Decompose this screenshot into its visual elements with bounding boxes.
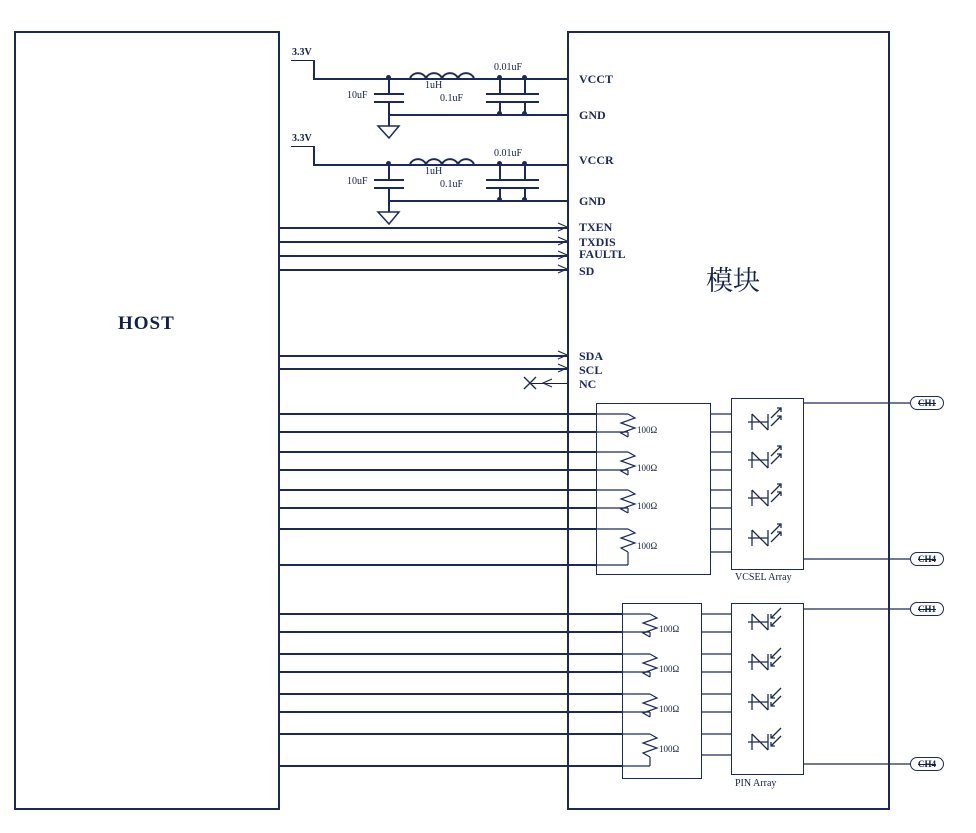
rail1-hfcap-node (522, 75, 527, 80)
signal-wire-txdis (280, 241, 567, 243)
channel-rx-ch4-label: CH4 (918, 759, 936, 769)
rail1-voltage-underline (291, 60, 315, 61)
rail1-midcap-label: 0.1uF (440, 93, 464, 104)
pin-faultl-label: FAULTL (579, 247, 626, 261)
rail2-voltage-underline (291, 146, 315, 147)
pin-gnd2-label: GND (579, 194, 606, 208)
rail1-gnd-stem (388, 114, 390, 126)
rail1-bulkcap-plate-top (374, 93, 404, 95)
host-block (14, 31, 280, 810)
rail2-inductor-label: 1uH (425, 166, 443, 177)
rail1-midcap-node (497, 75, 502, 80)
rx-resistor-1-label: 100Ω (659, 624, 680, 634)
channel-tx-ch4-label: CH4 (918, 554, 936, 564)
tx-resistor-2-label: 100Ω (637, 463, 658, 473)
rail2-hfcap-node (522, 161, 527, 166)
channel-tx-ch4 (910, 552, 944, 566)
rail1-hfcap-lead-top (524, 78, 526, 93)
rail2-midcap-node (497, 161, 502, 166)
tx-resistor-4-label: 100Ω (637, 541, 658, 551)
module-label: 模块 (706, 266, 760, 297)
rail1-bulkcap-label: 10uF (347, 90, 368, 101)
rail1-source-drop (313, 60, 315, 80)
rail2-bulkcap-node (386, 161, 391, 166)
rail1-gnd-node-mid (497, 111, 502, 116)
rail1-inductor-label: 1uH (425, 80, 443, 91)
pin-vcct-label: VCCT (579, 72, 614, 86)
signal-wire-sda (280, 355, 567, 357)
rail2-hfcap-lead-top (524, 164, 526, 179)
channel-rx-ch4 (910, 757, 944, 771)
rail2-voltage-label: 3.3V (292, 133, 312, 144)
signal-wire-faultl (280, 255, 567, 257)
rx-resistor-4-label: 100Ω (659, 744, 680, 754)
rail2-bulkcap-lead-bottom (388, 187, 390, 201)
pin-scl-label: SCL (579, 363, 603, 377)
rail2-hfcap-plate-top (511, 179, 539, 181)
host-label: HOST (118, 313, 175, 334)
rail2-bulkcap-label: 10uF (347, 176, 368, 187)
pin-array-box (731, 603, 804, 775)
rail1-midcap-lead-top (499, 78, 501, 93)
rail1-bulkcap-lead-top (388, 78, 390, 93)
pin-vccr-label: VCCR (579, 153, 614, 167)
rail2-hfcap-label: 0.01uF (494, 148, 523, 159)
rail2-gnd-node-hf (522, 197, 527, 202)
pin-nc-label: NC (579, 377, 597, 391)
rail2-gnd-wire (388, 200, 567, 202)
channel-rx-ch1-label: CH1 (918, 604, 936, 614)
channel-tx-ch1 (910, 396, 944, 410)
pin-array-label: PIN Array (735, 778, 777, 789)
channel-tx-ch1-label: CH1 (918, 398, 936, 408)
signal-wire-scl (280, 368, 567, 370)
signal-wire-txen (280, 227, 567, 229)
rail2-gnd-stem (388, 200, 390, 212)
rail1-hfcap-label: 0.01uF (494, 62, 523, 73)
rail2-gnd-node-mid (497, 197, 502, 202)
channel-rx-ch1 (910, 602, 944, 616)
pin-gnd1-label: GND (579, 108, 606, 122)
signal-wire-sd (280, 269, 567, 271)
rail2-midcap-plate-top (486, 179, 514, 181)
pin-txdis-label: TXDIS (579, 235, 616, 249)
pin-txen-label: TXEN (579, 220, 613, 234)
rail2-midcap-lead-top (499, 164, 501, 179)
vcsel-array-box (731, 398, 804, 570)
rail2-bulkcap-lead-top (388, 164, 390, 179)
signal-wire-nc (530, 383, 567, 384)
vcsel-array-label: VCSEL Array (735, 572, 792, 583)
rail2-source-drop (313, 146, 315, 166)
rail1-gnd-node-hf (522, 111, 527, 116)
rail1-midcap-plate-top (486, 93, 514, 95)
rail1-voltage-label: 3.3V (292, 47, 312, 58)
rail2-bulkcap-plate-top (374, 179, 404, 181)
rail1-hfcap-plate-top (511, 93, 539, 95)
tx-resistor-1-label: 100Ω (637, 425, 658, 435)
tx-resistor-3-label: 100Ω (637, 501, 658, 511)
pin-sd-label: SD (579, 264, 595, 278)
pin-sda-label: SDA (579, 349, 604, 363)
rail1-gnd-wire (388, 114, 567, 116)
rx-resistor-3-label: 100Ω (659, 704, 680, 714)
rx-resistor-2-label: 100Ω (659, 664, 680, 674)
rail2-midcap-label: 0.1uF (440, 179, 464, 190)
rail1-bulkcap-node (386, 75, 391, 80)
